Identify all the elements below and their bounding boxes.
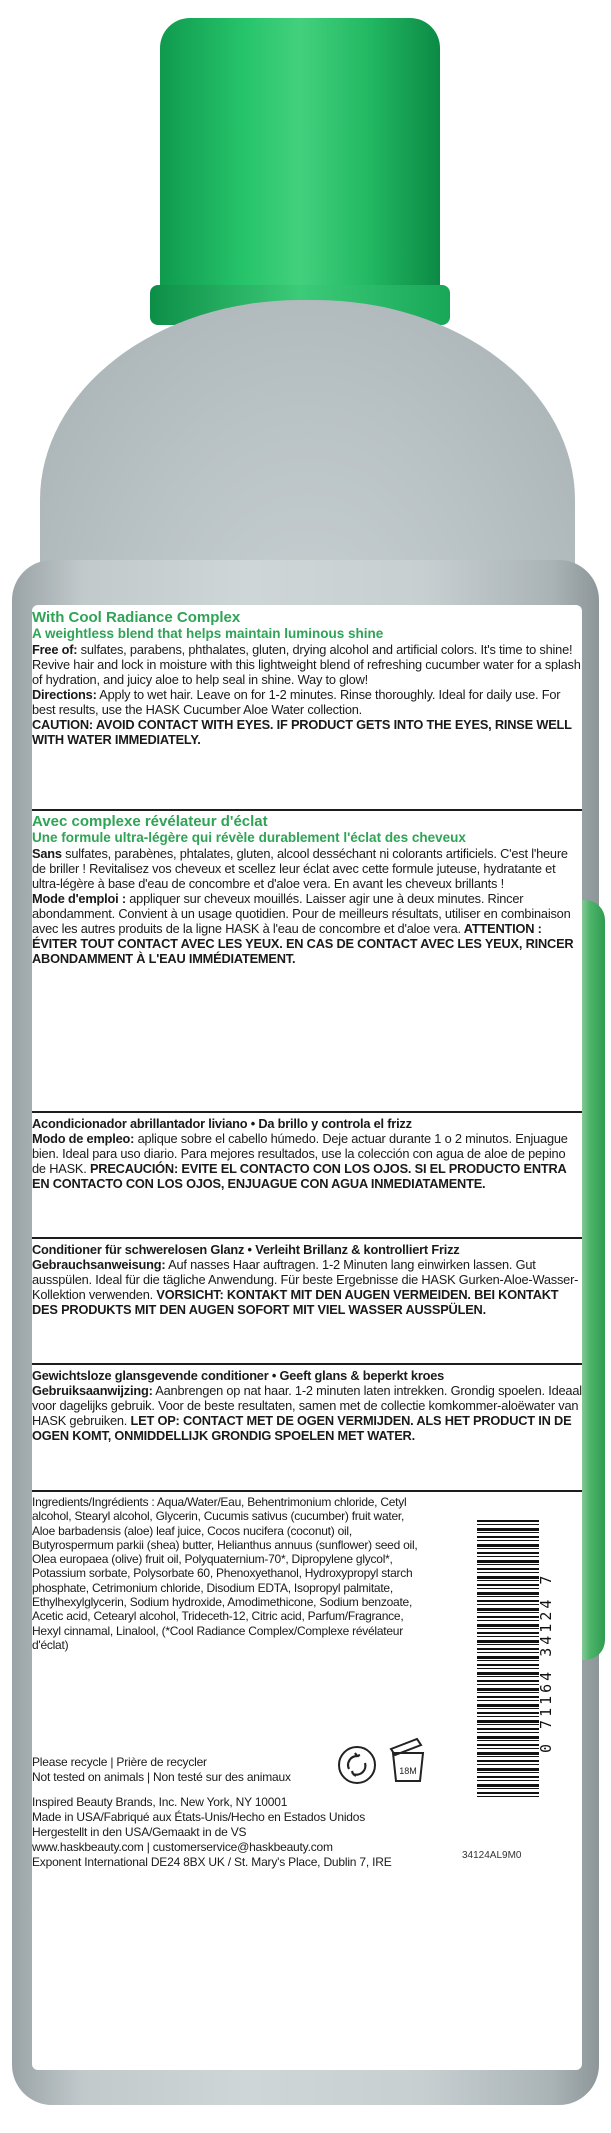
hergestellt-text: Hergestellt in den USA/Gemaakt in de VS [32, 1825, 247, 1839]
english-section [32, 609, 582, 747]
english-caution: CAUTION: AVOID CONTACT WITH EYES. IF PRODUCT GETS INTO THE EYES, RINSE WELL WITH WATER IMMEDIATELY. [32, 717, 572, 747]
german-caution: VORSICHT: KONTAKT MIT DEN AUGEN VERMEIDEN. BEI KONTAKT DES PRODUKTS MIT DEN AUGEN SOFORT MIT VIEL WASSER AUSSPÜLEN. [32, 1287, 559, 1317]
french-directions-text: appliquer sur cheveux mouillés. Laisser agir une à deux minutes. Rincer abondamment. Convient à un usage quotidien. Pour de meilleurs résultats, utiliser en combinaison avec les autres produits de la ligne HASK à l'eau de concombre et d'aloe vera. [32, 891, 571, 936]
product-code: 34124AL9M0 [462, 1850, 522, 1861]
dutch-directions-label: Gebruiksaanwijzing: [32, 1383, 153, 1398]
divider [32, 1237, 582, 1239]
back-label [32, 605, 582, 2070]
dutch-title: Gewichtsloze glansgevende conditioner • Geeft glans & beperkt kroes [32, 1368, 445, 1383]
german-title: Conditioner für schwerelosen Glanz • Verleiht Brillanz & kontrolliert Frizz [32, 1242, 460, 1257]
french-heading: Avec complexe révélateur d'éclat [32, 813, 268, 830]
dutch-directions-text: Aanbrengen op nat haar. 1-2 minuten laten intrekken. Grondig spoelen. Ideaal voor dagelijks gebruik. Voor de beste resultaten, samen met de collectie komkommer-aloëwater van HASK gebruiken. [32, 1383, 582, 1428]
english-subheading: A weightless blend that helps maintain luminous shine [32, 626, 384, 641]
free-of-text: sulfates, parabens, phthalates, gluten, drying alcohol and artificial colors. [77, 642, 478, 657]
spanish-directions-label: Modo de empleo: [32, 1131, 135, 1146]
exponent-text: Exponent International DE24 8BX UK / St. Mary's Place, Dublin 7, IRE [32, 1855, 392, 1869]
divider [32, 1490, 582, 1492]
french-caution: ATTENTION : ÉVITER TOUT CONTACT AVEC LES YEUX. EN CAS DE CONTACT AVEC LES YEUX, RINCER ABONDAMMENT À L'EAU IMMÉDIATEMENT. [32, 921, 574, 966]
german-section [32, 1242, 582, 1317]
english-heading: With Cool Radiance Complex [32, 609, 241, 626]
french-free-of-text: sulfates, parabènes, phtalates, gluten, alcool desséchant ni colorants artificiels. [61, 846, 497, 861]
bottle-cap [160, 18, 440, 318]
recycle-text: Please recycle | Prière de recycler [32, 1755, 207, 1769]
recycle-icon [337, 1745, 377, 1785]
barcode [467, 1510, 579, 1818]
barcode-number: 0 71164 34124 7 [537, 1572, 555, 1754]
directions-label: Directions: [32, 687, 97, 702]
french-subheading: Une formule ultra-légère qui révèle durablement l'éclat des cheveux [32, 830, 466, 845]
french-section [32, 813, 582, 966]
barcode-bars [477, 1520, 539, 1798]
made-in-text: Made in USA/Fabriqué aux États-Unis/Hecho en Estados Unidos [32, 1810, 366, 1824]
french-directions-label: Mode d'emploi : [32, 891, 126, 906]
french-free-of-label: Sans [32, 846, 62, 861]
spanish-caution: PRECAUCIÓN: EVITE EL CONTACTO CON LOS OJOS. SI EL PRODUCTO ENTRA EN CONTACTO CON LOS OJOS, ENJUAGUE CON AGUA INMEDIATAMENTE. [32, 1161, 567, 1191]
pao-jar-icon [387, 1737, 429, 1785]
german-directions-text: Auf nasses Haar auftragen. 1-2 Minuten lang einwirken lassen. Gut ausspülen. Ideal für die tägliche Anwendung. Für beste Ergebnisse die HASK Gurken-Aloe-Wasser-Kollektion verwenden. [32, 1257, 579, 1302]
german-directions-label: Gebrauchsanweisung: [32, 1257, 166, 1272]
free-of-label: Free of: [32, 642, 78, 657]
divider [32, 1363, 582, 1365]
french-description: C'est l'heure de briller ! Revitalisez vos cheveux et scellez leur éclat avec cette formule juteuse, hydratante et ultra-légère à base d'eau de concombre et d'aloe vera. En avant les cheveux brillants ! [32, 846, 568, 891]
spanish-section [32, 1116, 582, 1191]
divider [32, 809, 582, 811]
directions-text: Apply to wet hair. Leave on for 1-2 minutes. Rinse thoroughly. Ideal for daily use. For best results, use the HASK Cucumber Aloe Water collection. [32, 687, 561, 717]
animals-text: Not tested on animals | Non testé sur des animaux [32, 1770, 291, 1784]
spanish-directions-text: aplique sobre el cabello húmedo. Deje actuar durante 1 o 2 minutos. Enjuague bien. Ideal para uso diario. Para mejores resultados, use la colección con agua de aloe de pepino de HASK. [32, 1131, 568, 1176]
pao-label: 18M [399, 1766, 417, 1776]
dutch-caution: LET OP: CONTACT MET DE OGEN VERMIJDEN. ALS HET PRODUCT IN DE OGEN KOMT, ONMIDDELLIJK GRONDIG SPOELEN MET WATER. [32, 1413, 572, 1443]
english-description: It's time to shine! Revive hair and lock in moisture with this lightweight blend of refreshing cucumber water for a splash of hydration, and juicy aloe to help seal in shine. Way to glow! [32, 642, 581, 687]
contact-text: www.haskbeauty.com | customerservice@haskbeauty.com [32, 1840, 333, 1854]
company-text: Inspired Beauty Brands, Inc. New York, NY 10001 [32, 1795, 288, 1809]
ingredients-list: Ingredients/Ingrédients : Aqua/Water/Eau, Behentrimonium chloride, Cetyl alcohol, Stearyl alcohol, Glycerin, Cucumis sativus (cucumber) fruit water, Aloe barbadensis (aloe) leaf juice, Cocos nucifera (coconut) oil, Butyrospermum parkii (shea) butter, Helianthus annuus (sunflower) seed oil, Olea europaea (olive) fruit oil, Polyquaternium-70*, Dipropylene glycol*, Potassium sorbate, Polysorbate 60, Phenoxyethanol, Hydroxypropyl starch phosphate, Cetrimonium chloride, Disodium EDTA, Isopropyl palmitate, Ethylhexylglycerin, Sodium hydroxide, Amodimethicone, Sodium benzoate, Acetic acid, Cetearyl alcohol, Trideceth-12, Citric acid, Parfum/Fragrance, Hexyl cinnamal, Linalool, (*Cool Radiance Complex/Complexe révélateur d'éclat) [32, 1495, 418, 1652]
dutch-section [32, 1368, 582, 1443]
divider [32, 1111, 582, 1113]
spanish-title: Acondicionador abrillantador liviano • Da brillo y controla el frizz [32, 1116, 412, 1131]
